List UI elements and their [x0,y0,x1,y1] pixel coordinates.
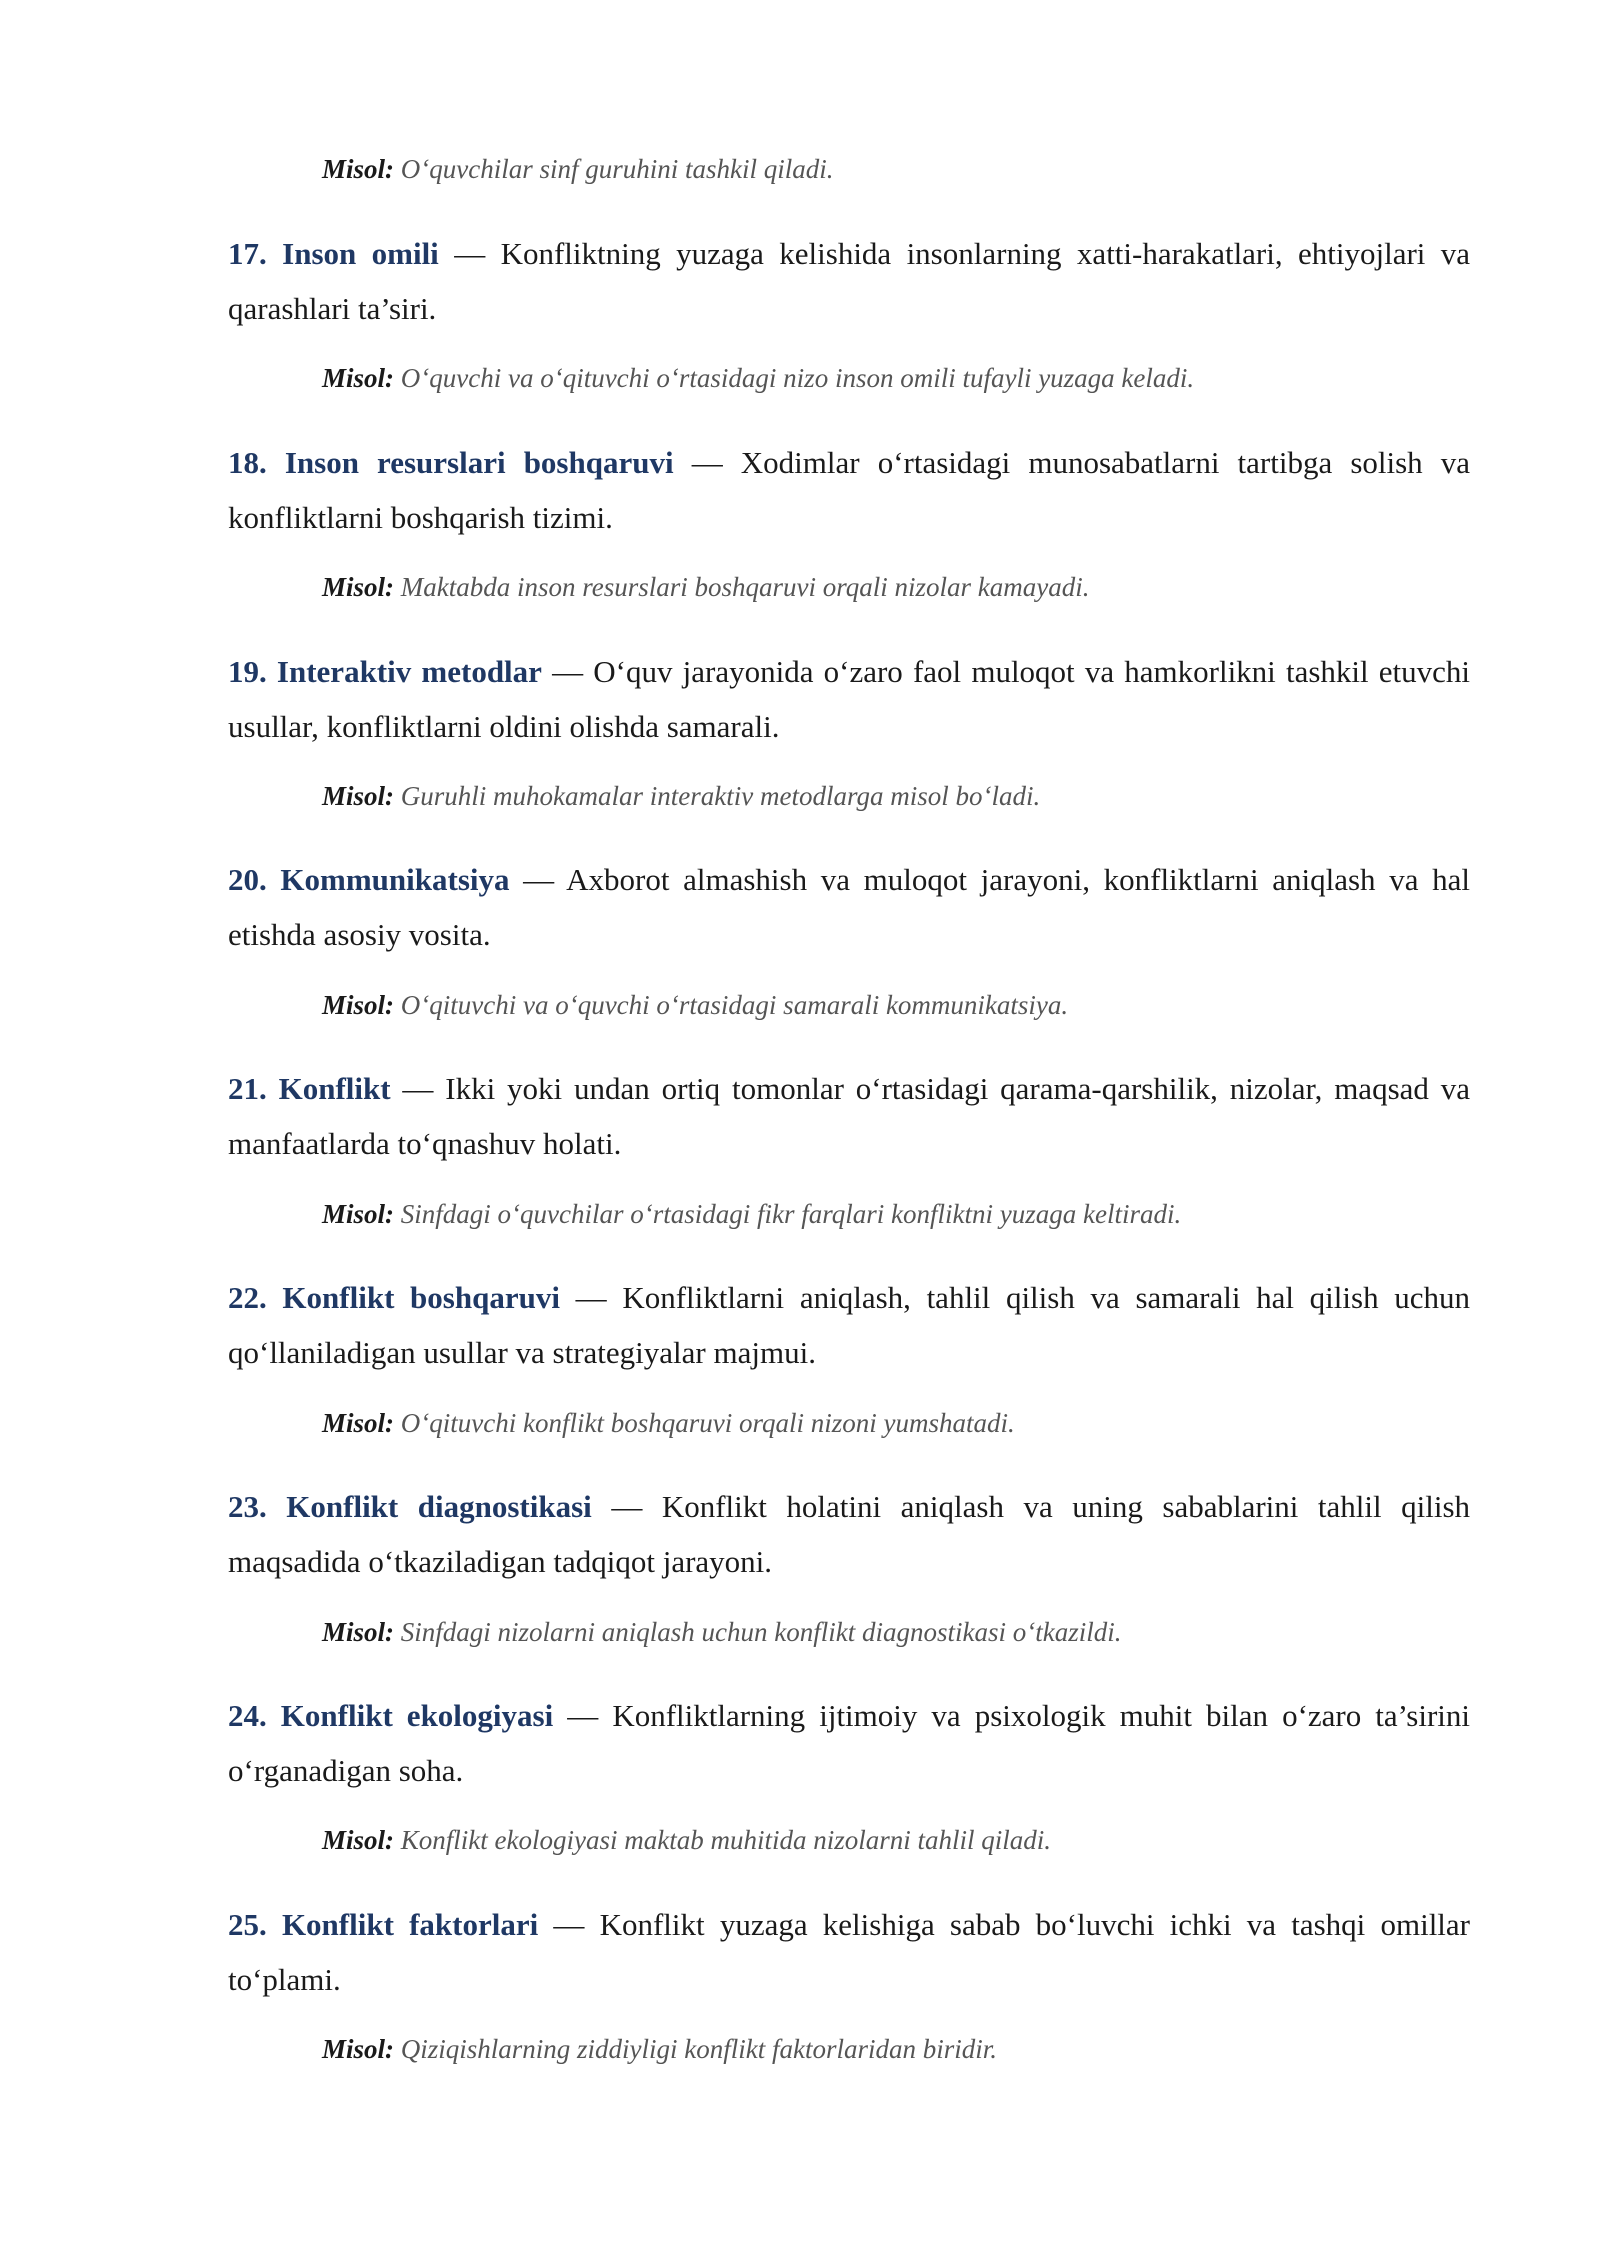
example-text: O‘qituvchi va o‘quvchi o‘rtasidagi samarali kommunikatsiya. [400,990,1069,1020]
term-name: Konflikt ekologiyasi [280,1698,554,1733]
example-text: Konflikt ekologiyasi maktab muhitida nizolarni tahlil qiladi. [400,1825,1051,1855]
example-line [322,569,1472,605]
example-text: O‘qituvchi konflikt boshqaruvi orqali nizoni yumshatadi. [400,1408,1015,1438]
definition-paragraph [228,1479,1470,1589]
example-text: O‘quvchi va o‘qituvchi o‘rtasidagi nizo inson omili tufayli yuzaga keladi. [400,363,1195,393]
term-name: Interaktiv metodlar [276,654,542,689]
glossary-entry-17 [228,226,1470,336]
example-text: O‘quvchilar sinf guruhini tashkil qiladi. [400,154,834,184]
term-name: Konflikt faktorlari [281,1907,539,1942]
example-line [322,778,1472,814]
example-line [322,360,1472,396]
term-name: Konflikt [278,1071,391,1106]
example-label: Misol: [322,2034,395,2064]
term-dash: — [575,1280,607,1315]
example-text: Sinfdagi o‘quvchilar o‘rtasidagi fikr farqlari konfliktni yuzaga keltiradi. [400,1199,1182,1229]
example-text: Maktabda inson resurslari boshqaruvi orqali nizolar kamayadi. [400,572,1090,602]
glossary-entry-24 [228,1688,1470,1798]
example-label: Misol: [322,1199,395,1229]
definition-paragraph [228,1270,1470,1380]
example-text: Sinfdagi nizolarni aniqlash uchun konflikt diagnostikasi o‘tkazildi. [400,1617,1122,1647]
definition-paragraph [228,852,1470,962]
glossary-entry-25 [228,1897,1470,2007]
example-label: Misol: [322,990,395,1020]
term-number: 22. [228,1280,267,1315]
definition-text: Konfliktlarni aniqlash, tahlil qilish va samarali hal qilish uchun qo‘llaniladigan usullar va strategiyalar majmui. [228,1280,1471,1370]
term-number: 17. [228,236,267,271]
term-number: 24. [228,1698,267,1733]
definition-paragraph [228,644,1470,754]
term-heading [228,1907,538,1942]
term-number: 25. [228,1907,267,1942]
term-heading [228,1071,391,1106]
definition-text: Konflikt yuzaga kelishiga sabab bo‘luvchi ichki va tashqi omillar to‘plami. [228,1907,1471,1997]
term-name: Inson omili [282,236,439,271]
term-number: 19. [228,654,267,689]
glossary-entry-20 [228,852,1470,962]
example-text: Qiziqishlarning ziddiyligi konflikt faktorlaridan biridir. [400,2034,998,2064]
example-text: Guruhli muhokamalar interaktiv metodlarga misol bo‘ladi. [400,781,1041,811]
example-label: Misol: [322,781,395,811]
term-heading [228,1698,553,1733]
example-label: Misol: [322,1617,395,1647]
example-label: Misol: [322,363,395,393]
glossary-entry-22 [228,1270,1470,1380]
example-line [322,987,1472,1023]
definition-paragraph [228,226,1470,336]
definition-text: Ikki yoki undan ortiq tomonlar o‘rtasidagi qarama-qarshilik, nizolar, maqsad va manfaatlarda to‘qnashuv holati. [228,1071,1470,1161]
definition-text: O‘quv jarayonida o‘zaro faol muloqot va hamkorlikni tashkil etuvchi usullar, konfliktlarni oldini olishda samarali. [228,654,1471,744]
term-heading [228,654,542,689]
term-heading [228,1489,592,1524]
term-number: 18. [228,445,267,480]
glossary-entry-19 [228,644,1470,754]
term-heading [228,445,674,480]
term-dash: — [567,1698,599,1733]
term-name: Konflikt boshqaruvi [282,1280,560,1315]
definition-paragraph [228,1897,1470,2007]
term-number: 23. [228,1489,267,1524]
example-label: Misol: [322,1825,395,1855]
term-number: 20. [228,862,267,897]
example-line [322,1196,1472,1232]
term-dash: — [402,1071,434,1106]
example-label: Misol: [322,1408,395,1438]
glossary-entry-23 [228,1479,1470,1589]
term-heading [228,1280,560,1315]
term-heading [228,862,510,897]
definition-text: Axborot almashish va muloqot jarayoni, konfliktlarni aniqlash va hal etishda asosiy vosita. [228,862,1470,952]
example-label: Misol: [322,154,395,184]
term-dash: — [553,1907,585,1942]
example-line [322,1614,1472,1650]
definition-text: Konfliktlarning ijtimoiy va psixologik muhit bilan o‘zaro ta’sirini o‘rganadigan soha. [228,1698,1471,1788]
term-dash: — [454,236,486,271]
definition-paragraph [228,1061,1470,1171]
definition-paragraph [228,435,1470,545]
definition-text: Konfliktning yuzaga kelishida insonlarning xatti-harakatlari, ehtiyojlari va qarashlari ta’siri. [228,236,1471,326]
example-line [322,2031,1472,2067]
term-number: 21. [228,1071,267,1106]
example-line [322,1822,1472,1858]
term-dash: — [523,862,555,897]
term-name: Konflikt diagnostikasi [286,1489,592,1524]
glossary-entry-18 [228,435,1470,545]
definition-paragraph [228,1688,1470,1798]
term-name: Inson resurslari boshqaruvi [284,445,674,480]
term-dash: — [552,654,584,689]
term-name: Kommunikatsiya [280,862,510,897]
glossary-entry-21 [228,1061,1470,1171]
definition-text: Konflikt holatini aniqlash va uning sabablarini tahlil qilish maqsadida o‘tkaziladigan tadqiqot jarayoni. [228,1489,1471,1579]
definition-text: Xodimlar o‘rtasidagi munosabatlarni tartibga solish va konfliktlarni boshqarish tizimi. [228,445,1471,535]
term-dash: — [691,445,723,480]
example-line [322,1405,1472,1441]
example-label: Misol: [322,572,395,602]
term-heading [228,236,439,271]
term-dash: — [611,1489,643,1524]
example-line [322,151,1472,187]
